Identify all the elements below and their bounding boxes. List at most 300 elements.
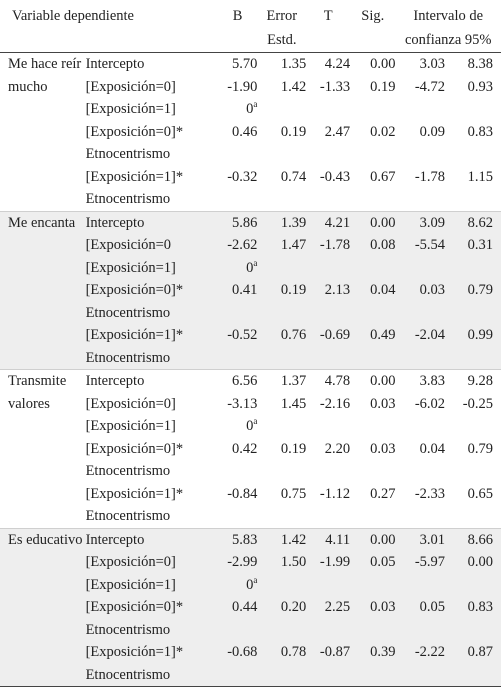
b-cell-value: 6.56	[232, 373, 258, 389]
ci-upper-cell-value: 0.00	[467, 554, 493, 570]
ci-upper-cell-value: 0.87	[467, 644, 493, 660]
std-error-cell	[257, 574, 306, 597]
ci-upper-cell	[445, 415, 501, 438]
b-cell	[218, 596, 258, 619]
sig-cell	[350, 370, 395, 393]
parameter-cell	[86, 188, 218, 211]
ci-lower-cell-value: 3.09	[419, 214, 446, 231]
std-error-cell	[257, 664, 306, 687]
std-error-cell	[257, 53, 306, 76]
sig-cell-value: 0.39	[370, 644, 396, 660]
std-error-cell	[257, 415, 306, 438]
parameter-cell-value: Etnocentrismo	[85, 146, 171, 162]
parameter-cell	[86, 370, 218, 393]
b-cell-value: 0	[246, 259, 254, 276]
ci-lower-cell-value: 3.03	[419, 56, 446, 72]
ci-upper-cell	[445, 551, 501, 574]
t-cell	[306, 596, 350, 619]
b-cell	[218, 279, 258, 302]
t-cell	[306, 279, 350, 302]
parameter-cell	[86, 483, 218, 506]
ci-lower-cell-value: 3.01	[419, 531, 446, 548]
std-error-cell-value: 1.39	[280, 214, 307, 231]
ci-upper-cell-value: 0.83	[467, 123, 493, 140]
header-std-error-line2: Estd.	[267, 32, 297, 48]
std-error-cell	[257, 98, 306, 121]
std-error-cell	[257, 528, 306, 551]
parameter-cell	[86, 53, 218, 76]
ci-lower-cell	[395, 415, 445, 438]
t-cell	[306, 619, 350, 642]
std-error-cell-value: 1.42	[280, 78, 307, 95]
b-cell	[218, 188, 258, 211]
parameter-cell-value: [Exposición=1]*	[85, 327, 184, 343]
parameter-cell	[86, 234, 218, 257]
ci-upper-cell	[445, 324, 501, 347]
sig-cell-value: 0.49	[370, 327, 396, 343]
b-cell-value: -3.13	[227, 395, 258, 412]
sig-cell	[350, 211, 395, 234]
parameter-cell	[86, 438, 218, 461]
std-error-cell	[257, 188, 306, 211]
std-error-cell-value: 0.19	[280, 282, 307, 298]
t-cell-value: 2.20	[324, 440, 351, 457]
std-error-cell	[257, 347, 306, 370]
t-cell-value: -1.78	[319, 237, 351, 253]
t-cell-value: -2.16	[319, 395, 351, 412]
ci-lower-cell-value: -2.04	[414, 327, 446, 343]
b-cell-value: 0.46	[232, 123, 258, 140]
parameter-cell	[86, 98, 218, 121]
b-cell-value: 5.70	[232, 56, 258, 72]
b-cell	[218, 234, 258, 257]
header-confidence-interval	[395, 0, 501, 53]
t-cell-value: 2.13	[324, 282, 351, 298]
ci-upper-cell	[445, 664, 501, 687]
sig-cell-value: 0.03	[370, 440, 396, 457]
t-cell	[306, 438, 350, 461]
t-cell	[306, 143, 350, 166]
t-cell	[306, 234, 350, 257]
ci-upper-cell	[445, 370, 501, 393]
b-cell	[218, 302, 258, 325]
std-error-cell	[257, 370, 306, 393]
sig-cell	[350, 121, 395, 144]
std-error-cell	[257, 234, 306, 257]
ci-lower-cell	[395, 234, 445, 257]
sig-cell	[350, 53, 395, 76]
std-error-cell	[257, 460, 306, 483]
parameter-cell	[86, 257, 218, 280]
t-cell	[306, 257, 350, 280]
t-cell-value: -0.69	[319, 327, 351, 343]
parameter-cell-value: Intercepto	[85, 214, 145, 231]
b-cell	[218, 641, 258, 664]
b-cell	[218, 324, 258, 347]
ci-lower-cell	[395, 619, 445, 642]
sig-cell	[350, 641, 395, 664]
t-cell-value: 2.25	[324, 599, 351, 615]
b-cell-value: 0.42	[232, 440, 258, 457]
b-cell-value: 0.44	[232, 599, 258, 615]
t-cell	[306, 188, 350, 211]
sig-cell-value: 0.67	[370, 168, 396, 185]
ci-lower-cell-value: -5.97	[414, 554, 446, 570]
sig-cell	[350, 347, 395, 370]
t-cell	[306, 574, 350, 597]
sig-cell	[350, 460, 395, 483]
ci-upper-cell-value: -0.25	[462, 395, 493, 412]
b-cell-value: -2.62	[227, 237, 258, 253]
std-error-cell-value: 1.50	[280, 554, 307, 570]
sig-cell-value: 0.00	[370, 56, 396, 72]
sig-cell	[350, 234, 395, 257]
t-cell	[306, 324, 350, 347]
std-error-cell	[257, 551, 306, 574]
std-error-cell	[257, 324, 306, 347]
ci-upper-cell-value: 0.65	[467, 485, 493, 502]
std-error-cell	[257, 279, 306, 302]
parameter-cell-value: [Exposición=1]	[85, 576, 176, 593]
b-cell	[218, 98, 258, 121]
parameter-cell-value: [Exposición=0]*	[85, 440, 184, 457]
std-error-cell	[257, 483, 306, 506]
sig-cell	[350, 257, 395, 280]
t-cell-value: 4.11	[325, 531, 351, 548]
parameter-cell-value: Etnocentrismo	[85, 349, 171, 366]
parameter-cell-value: [Exposición=0]*	[85, 123, 184, 140]
sig-cell-value: 0.00	[370, 373, 396, 389]
table-row	[0, 53, 501, 76]
t-cell	[306, 483, 350, 506]
sig-cell-value: 0.05	[370, 554, 396, 570]
ci-lower-cell	[395, 347, 445, 370]
sig-cell	[350, 596, 395, 619]
parameter-cell-value: Etnocentrismo	[85, 191, 171, 207]
b-cell	[218, 619, 258, 642]
parameter-cell	[86, 143, 218, 166]
sig-cell	[350, 143, 395, 166]
t-cell	[306, 460, 350, 483]
b-cell	[218, 166, 258, 189]
std-error-cell-value: 0.75	[280, 485, 307, 502]
ci-upper-cell	[445, 528, 501, 551]
b-cell	[218, 347, 258, 370]
parameter-cell	[86, 619, 218, 642]
sig-cell	[350, 324, 395, 347]
sig-cell-value: 0.04	[370, 282, 396, 298]
sig-cell-value: 0.00	[370, 531, 396, 548]
b-cell-value: 5.86	[232, 214, 258, 231]
parameter-cell-value: Intercepto	[85, 373, 145, 389]
ci-upper-cell-value: 0.83	[467, 599, 493, 615]
parameter-cell	[86, 528, 218, 551]
std-error-cell-value: 0.19	[280, 440, 307, 457]
ci-upper-cell-value: 0.79	[467, 440, 493, 457]
ci-upper-cell	[445, 121, 501, 144]
footnote-marker: a	[253, 99, 258, 110]
footnote-marker: a	[253, 574, 258, 585]
ci-upper-cell	[445, 211, 501, 234]
header-b: B	[232, 8, 243, 24]
parameter-cell-value: [Exposición=0]*	[85, 599, 184, 615]
ci-upper-cell	[445, 641, 501, 664]
parameter-cell	[86, 415, 218, 438]
header-sig: Sig.	[361, 8, 385, 24]
b-cell	[218, 257, 258, 280]
sig-cell	[350, 528, 395, 551]
t-cell	[306, 641, 350, 664]
dependent-variable-cell: Me hace reír mucho	[8, 56, 82, 95]
std-error-cell	[257, 393, 306, 416]
parameter-cell-value: Etnocentrismo	[85, 666, 171, 683]
b-cell-value: 0	[246, 101, 254, 117]
t-cell	[306, 166, 350, 189]
std-error-cell	[257, 121, 306, 144]
t-cell-value: -1.99	[319, 554, 351, 570]
parameter-cell	[86, 596, 218, 619]
parameter-cell-value: Intercepto	[85, 531, 145, 548]
sig-cell	[350, 415, 395, 438]
parameter-cell-value: [Exposición=0]	[85, 554, 176, 570]
t-cell	[306, 415, 350, 438]
parameter-cell	[86, 347, 218, 370]
ci-lower-cell-value: 3.83	[419, 373, 446, 389]
ci-upper-cell	[445, 347, 501, 370]
ci-lower-cell	[395, 505, 445, 528]
std-error-cell-value: 0.74	[280, 168, 307, 185]
ci-lower-cell	[395, 460, 445, 483]
std-error-cell	[257, 76, 306, 99]
dependent-variable-group	[0, 528, 501, 687]
ci-upper-cell-value: 8.66	[467, 531, 493, 548]
b-cell-value: 5.83	[232, 531, 258, 548]
ci-upper-cell-value: 9.28	[467, 373, 493, 389]
ci-upper-cell	[445, 483, 501, 506]
b-cell-value: -0.52	[227, 327, 258, 343]
parameter-cell-value: [Exposición=1]	[85, 101, 176, 117]
b-cell	[218, 211, 258, 234]
ci-lower-cell	[395, 98, 445, 121]
ci-lower-cell	[395, 279, 445, 302]
ci-upper-cell	[445, 188, 501, 211]
ci-upper-cell-value: 8.38	[467, 56, 493, 72]
std-error-cell-value: 1.42	[280, 531, 307, 548]
b-cell-value: -0.32	[227, 168, 258, 185]
ci-upper-cell-value: 0.31	[467, 237, 493, 253]
std-error-cell-value: 0.20	[280, 599, 307, 615]
table-row	[0, 211, 501, 234]
b-cell	[218, 574, 258, 597]
footnote-marker: a	[253, 257, 258, 268]
t-cell	[306, 302, 350, 325]
sig-cell	[350, 279, 395, 302]
parameter-cell-value: [Exposición=1]	[85, 259, 176, 276]
sig-cell-value: 0.19	[370, 78, 396, 95]
parameter-cell	[86, 166, 218, 189]
parameter-cell	[86, 664, 218, 687]
ci-upper-cell	[445, 596, 501, 619]
t-cell-value: 4.24	[324, 56, 351, 72]
t-cell	[306, 211, 350, 234]
ci-lower-cell-value: -2.22	[414, 644, 446, 660]
sig-cell-value: 0.03	[370, 599, 396, 615]
dependent-variable-cell: Es educativo	[8, 531, 83, 548]
b-cell	[218, 551, 258, 574]
b-cell-value: -0.84	[227, 485, 258, 502]
b-cell	[218, 76, 258, 99]
b-cell	[218, 143, 258, 166]
parameter-cell-value: [Exposición=0]	[85, 78, 176, 95]
parameter-cell	[86, 460, 218, 483]
t-cell	[306, 551, 350, 574]
ci-lower-cell-value: -6.02	[414, 395, 446, 412]
sig-cell	[350, 483, 395, 506]
t-cell-value: 4.21	[324, 214, 351, 231]
sig-cell	[350, 551, 395, 574]
ci-lower-cell-value: -2.33	[414, 485, 446, 502]
ci-lower-cell	[395, 324, 445, 347]
std-error-cell	[257, 438, 306, 461]
ci-upper-cell	[445, 257, 501, 280]
parameter-cell-value: Etnocentrismo	[85, 304, 171, 321]
b-cell-value: 0	[246, 576, 254, 593]
t-cell-value: -1.12	[319, 485, 351, 502]
t-cell	[306, 53, 350, 76]
table-row	[0, 528, 501, 551]
b-cell	[218, 460, 258, 483]
std-error-cell	[257, 596, 306, 619]
sig-cell	[350, 664, 395, 687]
ci-lower-cell	[395, 76, 445, 99]
parameter-cell-value: [Exposición=1]*	[85, 168, 184, 185]
ci-upper-cell	[445, 143, 501, 166]
ci-lower-cell	[395, 393, 445, 416]
t-cell	[306, 121, 350, 144]
ci-lower-cell	[395, 483, 445, 506]
ci-lower-cell-value: 0.03	[419, 282, 446, 298]
parameter-cell	[86, 641, 218, 664]
ci-lower-cell	[395, 551, 445, 574]
b-cell	[218, 505, 258, 528]
b-cell-value: -0.68	[227, 644, 258, 660]
ci-upper-cell	[445, 98, 501, 121]
sig-cell	[350, 76, 395, 99]
sig-cell-value: 0.00	[370, 214, 396, 231]
parameter-cell-value: [Exposición=1]*	[85, 644, 184, 660]
std-error-cell	[257, 257, 306, 280]
ci-upper-cell	[445, 76, 501, 99]
ci-lower-cell-value: -1.78	[414, 168, 446, 185]
ci-upper-cell	[445, 53, 501, 76]
parameter-cell-value: [Exposición=0]*	[85, 282, 184, 298]
b-cell-value: -1.90	[227, 78, 258, 95]
sig-cell	[350, 393, 395, 416]
ci-lower-cell	[395, 211, 445, 234]
b-cell-value: 0	[246, 418, 254, 434]
b-cell	[218, 393, 258, 416]
std-error-cell-value: 0.19	[280, 123, 307, 140]
header-ci-line2: confianza 95%	[404, 32, 492, 48]
ci-lower-cell	[395, 664, 445, 687]
parameter-cell	[86, 76, 218, 99]
t-cell-value: 4.78	[324, 373, 351, 389]
t-cell	[306, 347, 350, 370]
ci-lower-cell	[395, 121, 445, 144]
header-dependent-variable: Variable dependiente	[12, 8, 134, 24]
parameter-cell	[86, 574, 218, 597]
b-cell	[218, 528, 258, 551]
ci-lower-cell-value: -4.72	[414, 78, 446, 95]
ci-upper-cell	[445, 234, 501, 257]
b-cell	[218, 121, 258, 144]
ci-lower-cell	[395, 641, 445, 664]
std-error-cell-value: 1.37	[280, 373, 307, 389]
parameter-cell	[86, 211, 218, 234]
sig-cell	[350, 302, 395, 325]
sig-cell	[350, 438, 395, 461]
t-cell	[306, 370, 350, 393]
parameter-cell-value: [Exposición=0]	[85, 395, 176, 412]
std-error-cell	[257, 302, 306, 325]
header-ci-line1: Intervalo de	[413, 8, 484, 24]
header-row	[0, 0, 501, 53]
sig-cell-value: 0.08	[370, 237, 396, 253]
ci-upper-cell	[445, 302, 501, 325]
ci-lower-cell	[395, 370, 445, 393]
b-cell	[218, 53, 258, 76]
ci-upper-cell-value: 8.62	[467, 214, 493, 231]
parameter-cell	[86, 279, 218, 302]
parameter-cell-value: Etnocentrismo	[85, 621, 171, 638]
std-error-cell	[257, 211, 306, 234]
b-cell	[218, 415, 258, 438]
ci-upper-cell	[445, 619, 501, 642]
dependent-variable-cell: Me encanta	[8, 214, 76, 231]
ci-upper-cell	[445, 279, 501, 302]
ci-lower-cell	[395, 596, 445, 619]
ci-lower-cell	[395, 143, 445, 166]
sig-cell-value: 0.27	[370, 485, 396, 502]
sig-cell	[350, 619, 395, 642]
ci-upper-cell-value: 1.15	[467, 168, 493, 185]
header-std-error	[257, 0, 306, 53]
footnote-marker: a	[253, 416, 258, 427]
sig-cell	[350, 505, 395, 528]
std-error-cell-value: 1.45	[280, 395, 307, 412]
t-cell-value: -0.43	[319, 168, 351, 185]
t-cell	[306, 505, 350, 528]
std-error-cell	[257, 166, 306, 189]
ci-lower-cell-value: -5.54	[414, 237, 446, 253]
ci-lower-cell	[395, 302, 445, 325]
sig-cell	[350, 188, 395, 211]
parameter-cell	[86, 302, 218, 325]
sig-cell	[350, 166, 395, 189]
ci-upper-cell-value: 0.99	[467, 327, 493, 343]
sig-cell	[350, 574, 395, 597]
t-cell	[306, 98, 350, 121]
std-error-cell-value: 1.47	[280, 237, 307, 253]
std-error-cell	[257, 143, 306, 166]
parameter-cell-value: [Exposición=0	[85, 237, 172, 253]
parameter-cell	[86, 505, 218, 528]
t-cell-value: 2.47	[324, 123, 351, 140]
t-cell	[306, 76, 350, 99]
b-cell-value: -2.99	[227, 554, 258, 570]
t-cell	[306, 393, 350, 416]
dependent-variable-group	[0, 53, 501, 212]
